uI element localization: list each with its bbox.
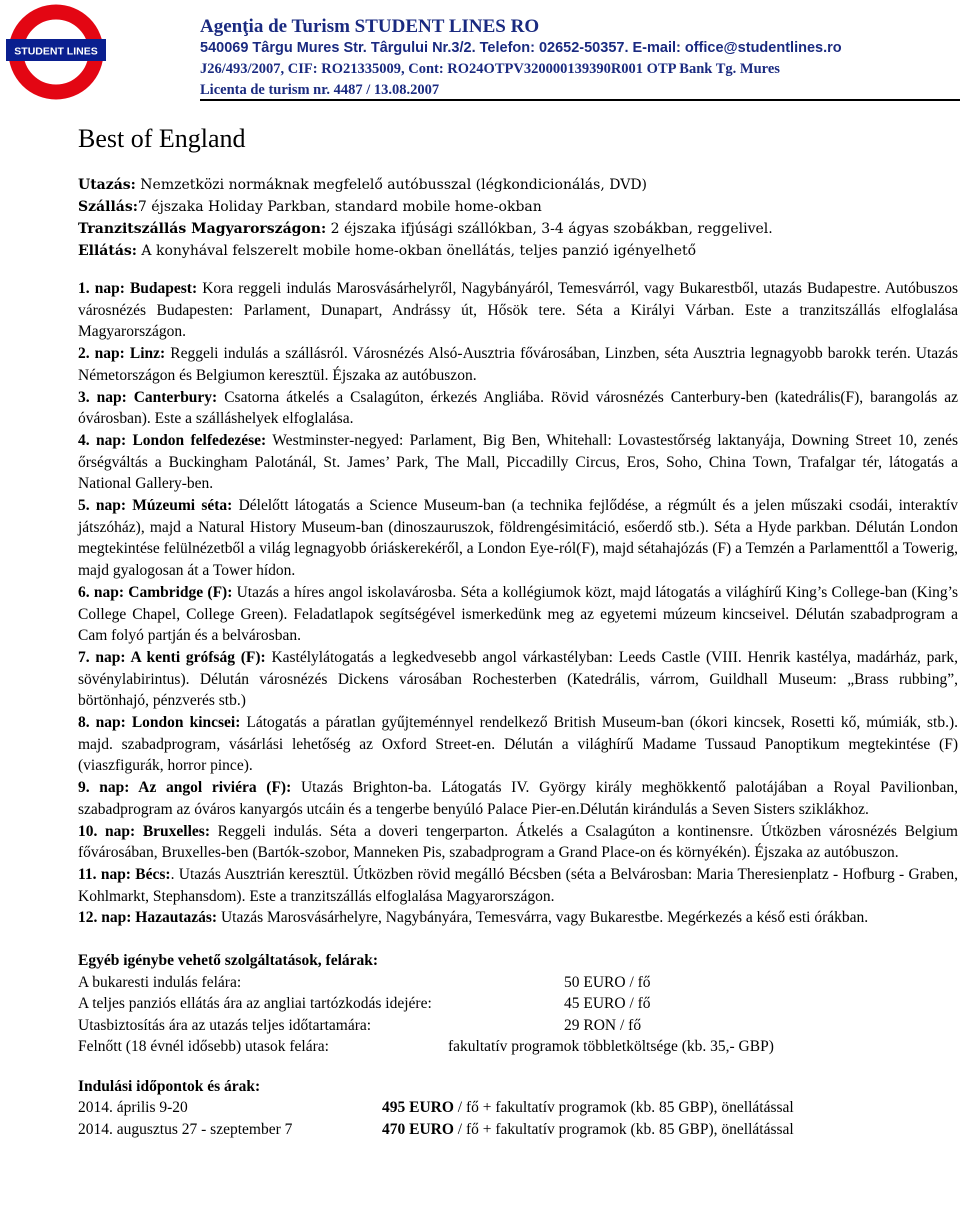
day-text: . Utazás Ausztrián keresztül. Útközben rövid megálló Bécsben (séta a Belvárosban: Maria Theresienplatz - Hofburg - Graben, Kohlmarkt, Stephansdom). Este a tranzitszállás elfoglalása Magyarországon.: [78, 865, 958, 905]
itinerary-day: [78, 387, 958, 430]
extras-row: [78, 993, 958, 1015]
header-divider: [200, 99, 960, 101]
day-label: 2. nap: Linz:: [78, 345, 166, 363]
departure-dates: [78, 1076, 958, 1141]
extras-value: 50 EURO / fő: [564, 973, 651, 991]
info-label: Ellátás:: [78, 243, 137, 259]
dates-heading: Indulási időpontok és árak:: [78, 1077, 261, 1095]
extras-label: A teljes panziós ellátás ára az angliai tartózkodás idejére:: [78, 995, 432, 1013]
day-label: 5. nap: Múzeumi séta:: [78, 497, 233, 515]
student-lines-logo: [6, 2, 106, 102]
agency-registration: J26/493/2007, CIF: RO21335009, Cont: RO24OTPV320000139390R001 OTP Bank Tg. Mures: [200, 61, 780, 77]
day-text: Utazás a híres angol iskolavárosba. Séta a kollégiumok közt, majd látogatás a világhírű King’s College-ban (King’s College Chapel, College Green). Feladatlapok segítségével ismerkedünk meg az egyetemi múzeum kincseivel. Délután szabadprogram a Cam folyó partján és a belvárosban.: [78, 583, 958, 645]
info-meals: [78, 240, 958, 262]
day-text: Kastélylátogatás a legkedvesebb angol várkastélyban: Leeds Castle (VIII. Henrik kastélya, madárház, park, sövénylabirintus). Délután városnézés Dickens városában Rochesterben (Katedrális, várrom, Guildhall Museum: „Brass rubbing”, börtönhajó, pénzverés stb.): [78, 648, 959, 710]
extras-value: fakultatív programok többletköltsége (kb. 35,- GBP): [448, 1038, 774, 1056]
day-label: 3. nap: Canterbury:: [78, 388, 218, 406]
itinerary-day: [78, 343, 958, 386]
price-amount: 470 EURO: [382, 1120, 454, 1138]
itinerary: [78, 278, 958, 929]
extra-services: [78, 950, 958, 1058]
itinerary-day: [78, 907, 958, 929]
info-transport: [78, 174, 958, 196]
itinerary-day: [78, 495, 958, 582]
itinerary-day: [78, 821, 958, 864]
page-title: Best of England: [78, 124, 246, 153]
agency-license: Licenta de turism nr. 4487 / 13.08.2007: [200, 82, 440, 98]
day-text: Kora reggeli indulás Marosvásárhelyről, Nagybányáról, Temesvárról, vagy Bukarestből, utazás Budapestre. Autóbuszos városnézés Budapesten: Parlament, Dunapart, Andrássy út, Hősök tere. Séta a Királyi Várban. Este a tranzitszállás elfoglalása Magyarországon.: [78, 280, 958, 341]
day-text: Délelőtt látogatás a Science Museum-ban (a technika fejlődése, a régmúlt és a jelen műszaki csodái, interaktív játszóház), majd a Natural History Museum-ban (dinoszauruszok, földrengésimitáció, esőerdő stb.). Séta a Hyde parkban. Délután London megtekintése felülnézetből a világ legnagyobb óriáskerekéről, a London Eye-ról(F), majd sétahajózás (F) a Temzén a Parlamenttől a Towerig, majd gyalogosan át a Tower hídon.: [78, 497, 958, 580]
info-text: 2 éjszaka ifjúsági szállókban, 3-4 ágyas szobákban, reggelivel.: [326, 221, 773, 237]
day-label: 1. nap: Budapest:: [78, 280, 198, 297]
info-text: Nemzetközi normáknak megfelelő autóbusszal (légkondicionálás, DVD): [135, 177, 648, 193]
day-text: Utazás Marosvásárhelyre, Nagybányára, Temesvárra, vagy Bukarestbe. Megérkezés a késő esti órákban.: [217, 909, 869, 927]
date-range: 2014. augusztus 27 - szeptember 7: [78, 1120, 293, 1138]
date-row: [78, 1119, 958, 1141]
day-text: Utazás Brighton-ba. Látogatás IV. György király meghökkentő palotájában a Royal Pavilionban, szabadprogram az óváros kanyargós utcáin és a tengerbe benyúló Palace Pier-en.Délután kirándulás a Seven Sisters sziklákhoz.: [78, 779, 958, 818]
price-details: / fő + fakultatív programok (kb. 85 GBP), önellátással: [453, 1099, 794, 1117]
day-text: Reggeli indulás. Séta a doveri tengerparton. Átkelés a Csalagúton a kontinensre. Útközben városnézés Belgium fővárosában, Bruxelles-ben (Bartók-szobor, Manneken Pis, szabadprogram a Grand Place-on és környékén). Éjszaka az autóbuszon.: [78, 822, 958, 862]
info-text: 7 éjszaka Holiday Parkban, standard mobile home-okban: [137, 199, 542, 215]
day-label: 7. nap: A kenti grófság (F):: [78, 648, 266, 666]
info-label: Tranzitszállás Magyarországon:: [78, 221, 327, 237]
logo-text: STUDENT LINES: [14, 45, 98, 58]
info-text: A konyhával felszerelt mobile home-okban önellátás, teljes panzió igényelhető: [136, 243, 697, 259]
agency-address: 540069 Târgu Mures Str. Târgului Nr.3/2. Telefon: 02652-50357. E-mail: office@studentlines.ro: [200, 40, 842, 56]
price-amount: 495 EURO: [382, 1099, 454, 1117]
itinerary-day: [78, 647, 958, 712]
itinerary-day: [78, 712, 958, 777]
day-text: Csatorna átkelés a Csalagúton, érkezés Angliába. Rövid városnézés Canterbury-ben (katedrális(F), barangolás az óvárosban). Este a szálláshelyek elfoglalása.: [78, 388, 959, 428]
extras-value: 29 RON / fő: [564, 1016, 642, 1034]
price-text: [382, 1119, 794, 1141]
itinerary-day: [78, 864, 958, 907]
day-label: 10. nap: Bruxelles:: [78, 822, 210, 840]
trip-info: [78, 174, 958, 262]
date-row: [78, 1097, 958, 1119]
info-transit: [78, 218, 958, 240]
itinerary-day: [78, 777, 958, 820]
day-text: Reggeli indulás a szállásról. Városnézés Alsó-Ausztria fővárosában, Linzben, séta Ausztria legnagyobb barokk terén. Utazás Németországon és Belgiumon keresztül. Éjszaka az autóbuszon.: [78, 345, 958, 384]
itinerary-day: [78, 582, 958, 647]
price-text: [382, 1097, 794, 1119]
itinerary-day: [78, 278, 958, 343]
document-body: [78, 174, 958, 1140]
extras-label: A bukaresti indulás felára:: [78, 973, 242, 991]
extras-label: Felnőtt (18 évnél idősebb) utasok felára:: [78, 1038, 329, 1056]
info-label: Szállás:: [78, 199, 138, 215]
day-label: 4. nap: London felfedezése:: [78, 431, 267, 449]
agency-name: Agenţia de Turism STUDENT LINES RO: [200, 16, 540, 37]
info-label: Utazás:: [78, 177, 136, 193]
extras-row: [78, 972, 958, 994]
extras-row: [78, 1015, 958, 1037]
day-text: Westminster-negyed: Parlament, Big Ben, Whitehall: Lovastestőrség laktanyája, Downing Street 10, zenés őrségváltás a Buckingham Palotánál, St. James’ Park, The Mall, Piccadilly Circus, Eros, Soho, China Town, Trafalgar tér, látogatás a National Gallery-ben.: [78, 431, 959, 493]
day-label: 6. nap: Cambridge (F):: [78, 583, 233, 601]
extras-value: 45 EURO / fő: [564, 995, 651, 1013]
day-label: 8. nap: London kincsei:: [78, 714, 241, 732]
info-accommodation: [78, 196, 958, 218]
day-label: 11. nap: Bécs:: [78, 865, 171, 883]
extras-heading: Egyéb igénybe vehető szolgáltatások, felárak:: [78, 952, 379, 970]
itinerary-day: [78, 430, 958, 495]
day-label: 12. nap: Hazautazás:: [78, 909, 218, 927]
day-text: Látogatás a páratlan gyűjteménnyel rendelkező British Museum-ban (ókori kincsek, Rosetti kő, múmiák, stb.). majd. szabadprogram, vásárlási lehetőség az Oxford Street-en. Délután a világhírű Madame Tussaud Panoptikum megtekintése (F) (viaszfigurák, horror pince).: [78, 714, 958, 775]
price-details: / fő + fakultatív programok (kb. 85 GBP), önellátással: [453, 1120, 794, 1138]
extras-label: Utasbiztosítás ára az utazás teljes időtartamára:: [78, 1016, 372, 1034]
extras-row: [78, 1036, 958, 1058]
day-label: 9. nap: Az angol riviéra (F):: [78, 779, 292, 797]
date-range: 2014. április 9-20: [78, 1099, 188, 1117]
agency-header: [200, 16, 950, 101]
